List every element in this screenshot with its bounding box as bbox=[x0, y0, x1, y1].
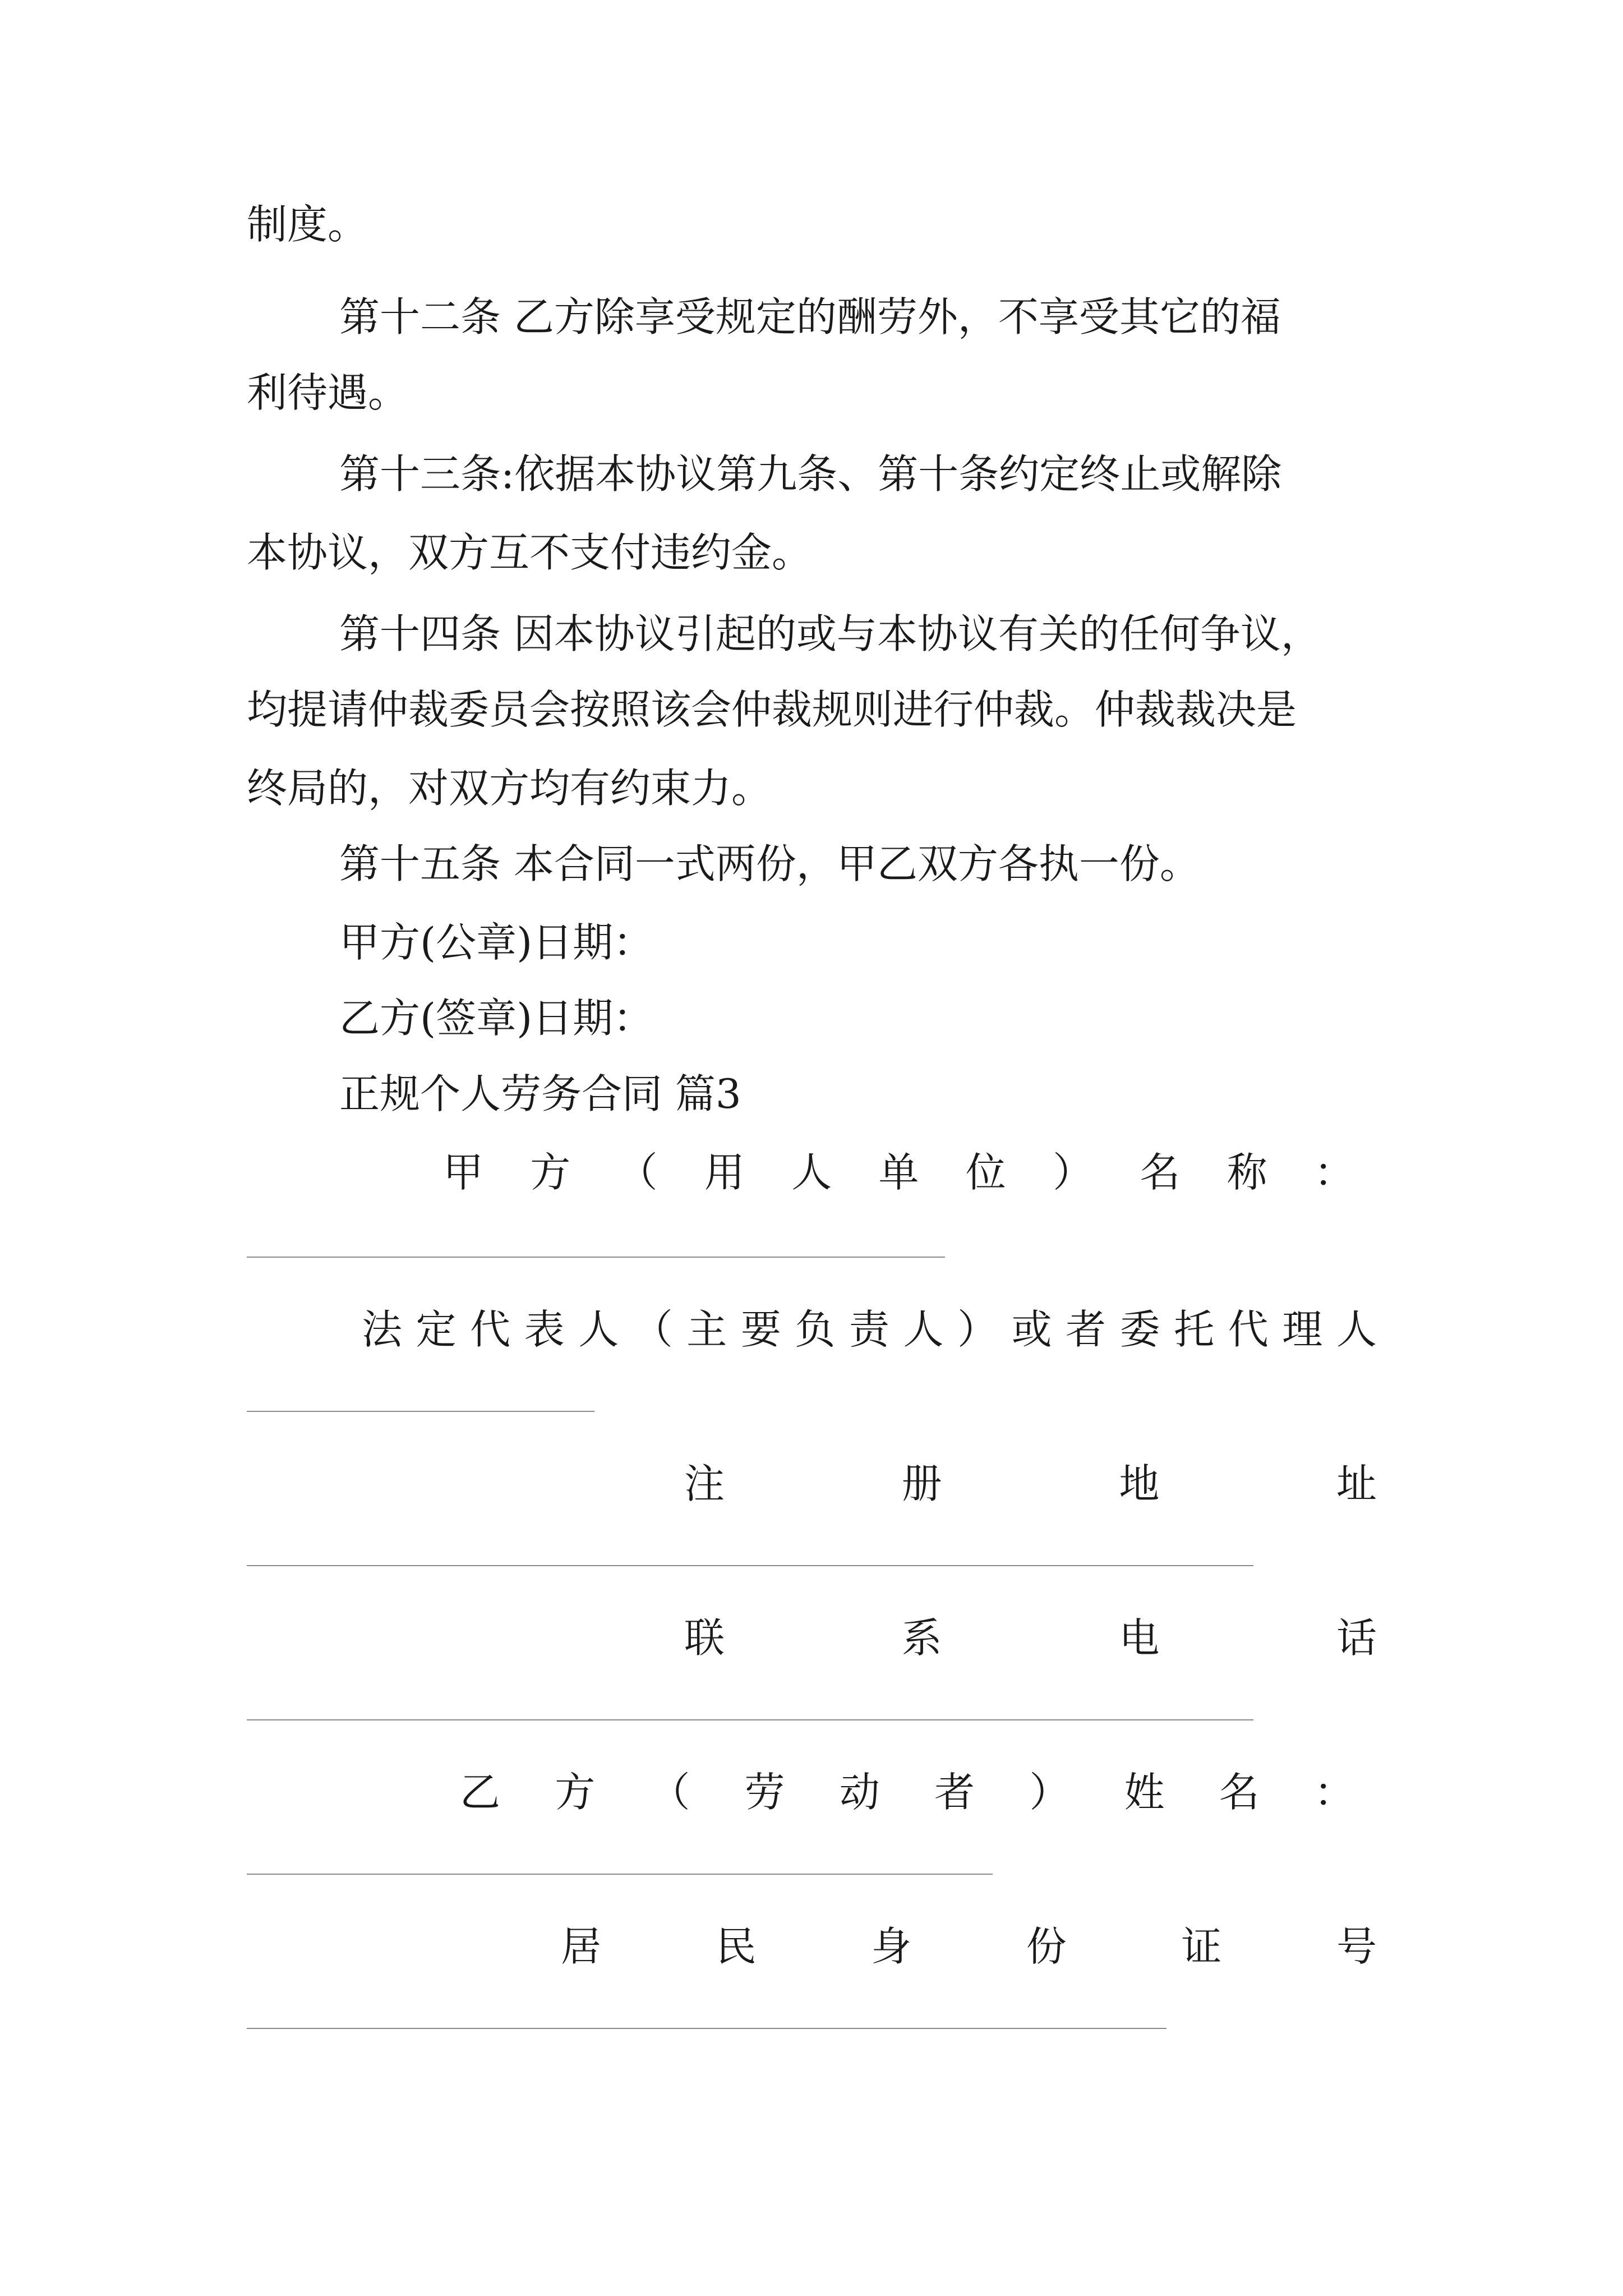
party-a-name-label bbox=[443, 1147, 1354, 1198]
label-char: 姓 bbox=[1124, 1769, 1165, 1816]
party-b-name-blank[interactable] bbox=[247, 1874, 993, 1875]
label-char: ） bbox=[1053, 1149, 1094, 1196]
article-14-line-1: 第十四条 因本协议引起的或与本协议有关的任何争议， bbox=[339, 610, 1321, 657]
label-char: 址 bbox=[1336, 1460, 1377, 1507]
label-char: 名 bbox=[1140, 1149, 1181, 1196]
label-char: 电 bbox=[1119, 1614, 1160, 1662]
label-char: 民 bbox=[716, 1923, 757, 1970]
label-char: 证 bbox=[1181, 1923, 1222, 1970]
label-char: 甲 bbox=[443, 1149, 484, 1196]
legal-representative-label bbox=[362, 1304, 1377, 1355]
label-char: 联 bbox=[684, 1614, 725, 1662]
label-char: 方 bbox=[555, 1769, 596, 1816]
label-char: 人 bbox=[791, 1149, 832, 1196]
party-a-seal-date: 甲方(公章)日期： bbox=[339, 919, 654, 966]
label-char: 主 bbox=[686, 1306, 727, 1353]
label-char: 身 bbox=[871, 1923, 912, 1970]
label-char: 代 bbox=[1228, 1306, 1269, 1353]
article-13-line-2: 本协议，双方互不支付违约金。 bbox=[247, 529, 813, 576]
label-char: 人 bbox=[1336, 1306, 1377, 1353]
label-char: 系 bbox=[901, 1614, 942, 1662]
registered-address-blank[interactable] bbox=[247, 1565, 1253, 1566]
label-char: 定 bbox=[416, 1306, 457, 1353]
article-14-line-2: 均提请仲裁委员会按照该会仲裁规则进行仲裁。仲裁裁决是 bbox=[247, 686, 1297, 733]
registered-address-label bbox=[684, 1458, 1377, 1509]
label-char: 表 bbox=[524, 1306, 565, 1353]
label-char: ： bbox=[1313, 1769, 1354, 1816]
party-b-seal-date: 乙方(签章)日期： bbox=[339, 995, 654, 1042]
label-char: ） bbox=[957, 1306, 998, 1353]
label-char: 名 bbox=[1219, 1769, 1260, 1816]
label-char: 者 bbox=[1066, 1306, 1106, 1353]
label-char: 托 bbox=[1174, 1306, 1215, 1353]
label-char: 劳 bbox=[744, 1769, 785, 1816]
label-char: 者 bbox=[934, 1769, 975, 1816]
label-char: 乙 bbox=[460, 1769, 501, 1816]
party-a-name-blank[interactable] bbox=[247, 1257, 945, 1258]
label-char: 注 bbox=[684, 1460, 725, 1507]
label-char: 称 bbox=[1227, 1149, 1267, 1196]
label-char: 责 bbox=[849, 1306, 889, 1353]
article-12-line-2: 利待遇。 bbox=[247, 369, 409, 416]
label-char: （ bbox=[632, 1306, 673, 1353]
label-char: 号 bbox=[1336, 1923, 1377, 1970]
label-char: 话 bbox=[1336, 1614, 1377, 1662]
label-char: ） bbox=[1029, 1769, 1070, 1816]
article-15: 第十五条 本合同一式两份，甲乙双方各执一份。 bbox=[339, 840, 1200, 887]
label-char: 动 bbox=[839, 1769, 880, 1816]
article-14-line-3: 终局的，对双方均有约束力。 bbox=[247, 765, 772, 812]
label-char: 单 bbox=[878, 1149, 919, 1196]
label-char: 要 bbox=[740, 1306, 781, 1353]
label-char: 方 bbox=[530, 1149, 571, 1196]
label-char: 地 bbox=[1119, 1460, 1160, 1507]
label-char: 代 bbox=[470, 1306, 511, 1353]
label-char: （ bbox=[617, 1149, 658, 1196]
label-char: 或 bbox=[1011, 1306, 1052, 1353]
section-heading: 正规个人劳务合同 篇3 bbox=[339, 1070, 741, 1117]
article-13-line-1: 第十三条:依据本协议第九条、第十条约定终止或解除 bbox=[339, 450, 1282, 498]
label-char: 册 bbox=[901, 1460, 942, 1507]
label-char: ： bbox=[1313, 1149, 1354, 1196]
id-number-blank[interactable] bbox=[247, 2028, 1166, 2029]
contact-phone-blank[interactable] bbox=[247, 1719, 1253, 1720]
label-char: （ bbox=[649, 1769, 690, 1816]
party-b-name-label bbox=[460, 1767, 1354, 1818]
label-char: 法 bbox=[362, 1306, 403, 1353]
label-char: 负 bbox=[795, 1306, 836, 1353]
label-char: 份 bbox=[1026, 1923, 1067, 1970]
label-char: 用 bbox=[704, 1149, 745, 1196]
label-char: 委 bbox=[1119, 1306, 1160, 1353]
legal-representative-blank[interactable] bbox=[247, 1411, 594, 1412]
label-char: 位 bbox=[965, 1149, 1006, 1196]
article-12-line-1: 第十二条 乙方除享受规定的酬劳外，不享受其它的福 bbox=[339, 293, 1281, 341]
paragraph-text: 制度。 bbox=[247, 201, 368, 248]
contact-phone-label bbox=[684, 1613, 1377, 1663]
label-char: 人 bbox=[578, 1306, 619, 1353]
label-char: 居 bbox=[561, 1923, 602, 1970]
label-char: 理 bbox=[1282, 1306, 1323, 1353]
label-char: 人 bbox=[903, 1306, 944, 1353]
id-number-label bbox=[561, 1921, 1377, 1972]
